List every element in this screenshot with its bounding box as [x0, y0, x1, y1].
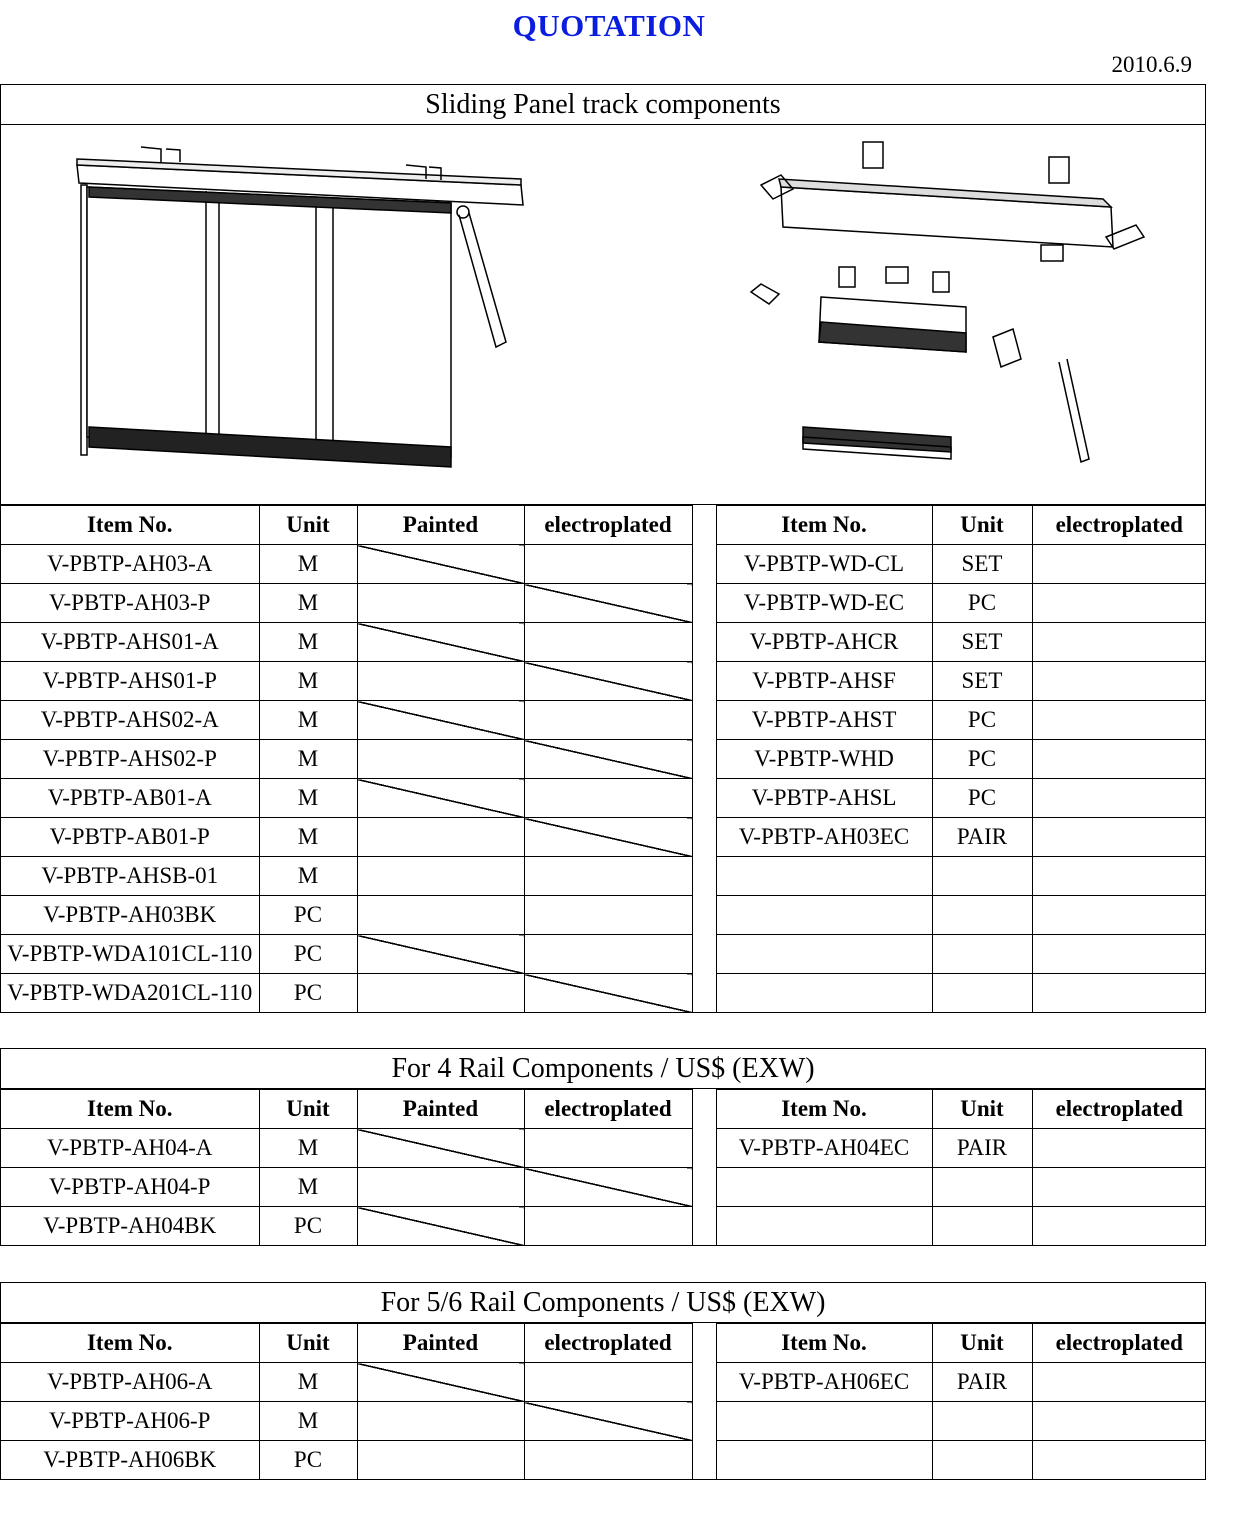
right-item-no-cell: V-PBTP-AHST: [716, 701, 932, 740]
painted-cell: [357, 818, 524, 857]
right-electroplated-cell: [1032, 818, 1206, 857]
column-spacer: [692, 1402, 716, 1441]
item-no-cell: V-PBTP-AH03-P: [1, 584, 259, 623]
table-row: [1, 1402, 1206, 1441]
right-unit-cell: PAIR: [932, 1363, 1032, 1402]
column-spacer: [692, 1168, 716, 1207]
item-no-cell: V-PBTP-WDA101CL-110: [1, 935, 259, 974]
item-no-cell: V-PBTP-AH03-A: [1, 545, 259, 584]
section-title: Sliding Panel track components: [1, 85, 1205, 125]
right-unit-cell: [932, 1207, 1032, 1246]
unit-cell: PC: [259, 935, 357, 974]
item-no-cell: V-PBTP-AHSB-01: [1, 857, 259, 896]
item-no-cell: V-PBTP-AH06BK: [1, 1441, 259, 1480]
painted-cell: [357, 701, 524, 740]
table-row: [1, 896, 1206, 935]
unit-cell: M: [259, 662, 357, 701]
right-unit-cell: PAIR: [932, 1129, 1032, 1168]
table-header-row: [1, 506, 1206, 545]
painted-cell: [357, 740, 524, 779]
right-unit-cell: SET: [932, 623, 1032, 662]
right-item-no-cell: V-PBTP-AHSL: [716, 779, 932, 818]
item-no-cell: V-PBTP-AHS01-A: [1, 623, 259, 662]
item-no-cell: V-PBTP-AHS01-P: [1, 662, 259, 701]
painted-cell: [357, 857, 524, 896]
item-no-cell: V-PBTP-AH04-A: [1, 1129, 259, 1168]
unit-cell: M: [259, 584, 357, 623]
electroplated-cell: [524, 740, 692, 779]
unit-cell: PC: [259, 1207, 357, 1246]
unit-cell: M: [259, 740, 357, 779]
right-item-no-cell: [716, 974, 932, 1013]
column-header: Painted: [357, 1090, 524, 1129]
right-electroplated-cell: [1032, 1402, 1206, 1441]
column-spacer: [692, 584, 716, 623]
right-item-no-cell: [716, 1207, 932, 1246]
right-unit-cell: [932, 896, 1032, 935]
item-no-cell: V-PBTP-WDA201CL-110: [1, 974, 259, 1013]
right-item-no-cell: [716, 1441, 932, 1480]
right-electroplated-cell: [1032, 662, 1206, 701]
right-electroplated-cell: [1032, 1441, 1206, 1480]
price-table: [1, 505, 1206, 1012]
right-item-no-cell: V-PBTP-WD-EC: [716, 584, 932, 623]
item-no-cell: V-PBTP-AH06-A: [1, 1363, 259, 1402]
column-spacer: [692, 740, 716, 779]
column-header: Item No.: [1, 1324, 259, 1363]
electroplated-cell: [524, 857, 692, 896]
item-no-cell: V-PBTP-AH04BK: [1, 1207, 259, 1246]
right-electroplated-cell: [1032, 1363, 1206, 1402]
electroplated-cell: [524, 1129, 692, 1168]
right-item-no-cell: V-PBTP-AH03EC: [716, 818, 932, 857]
electroplated-cell: [524, 896, 692, 935]
column-header: Item No.: [716, 1090, 932, 1129]
right-electroplated-cell: [1032, 1207, 1206, 1246]
section-title: For 5/6 Rail Components / US$ (EXW): [1, 1283, 1205, 1323]
unit-cell: PC: [259, 896, 357, 935]
right-item-no-cell: [716, 1168, 932, 1207]
table-row: [1, 1129, 1206, 1168]
column-header: electroplated: [524, 1324, 692, 1363]
electroplated-cell: [524, 974, 692, 1013]
unit-cell: M: [259, 779, 357, 818]
right-item-no-cell: V-PBTP-AH06EC: [716, 1363, 932, 1402]
right-item-no-cell: V-PBTP-WD-CL: [716, 545, 932, 584]
item-no-cell: V-PBTP-AH06-P: [1, 1402, 259, 1441]
column-header: Item No.: [716, 1324, 932, 1363]
table-header-row: [1, 1324, 1206, 1363]
unit-cell: PC: [259, 1441, 357, 1480]
section-4-rail: [0, 1048, 1206, 1246]
column-spacer: [692, 779, 716, 818]
right-electroplated-cell: [1032, 740, 1206, 779]
table-row: [1, 584, 1206, 623]
column-header: Unit: [259, 1090, 357, 1129]
painted-cell: [357, 545, 524, 584]
right-unit-cell: [932, 974, 1032, 1013]
right-unit-cell: [932, 1168, 1032, 1207]
right-item-no-cell: [716, 935, 932, 974]
column-spacer: [692, 935, 716, 974]
column-spacer: [692, 1441, 716, 1480]
table-row: [1, 623, 1206, 662]
unit-cell: M: [259, 818, 357, 857]
column-spacer: [692, 857, 716, 896]
electroplated-cell: [524, 623, 692, 662]
document-date: 2010.6.9: [1111, 52, 1192, 77]
painted-cell: [357, 1207, 524, 1246]
table-row: [1, 545, 1206, 584]
right-electroplated-cell: [1032, 896, 1206, 935]
right-electroplated-cell: [1032, 1168, 1206, 1207]
column-spacer: [692, 974, 716, 1013]
painted-cell: [357, 779, 524, 818]
column-header: Unit: [932, 1324, 1032, 1363]
electroplated-cell: [524, 935, 692, 974]
right-unit-cell: PC: [932, 779, 1032, 818]
item-no-cell: V-PBTP-AHS02-P: [1, 740, 259, 779]
table-row: [1, 1441, 1206, 1480]
table-row: [1, 857, 1206, 896]
unit-cell: M: [259, 1168, 357, 1207]
item-no-cell: V-PBTP-AB01-A: [1, 779, 259, 818]
right-item-no-cell: V-PBTP-AH04EC: [716, 1129, 932, 1168]
item-no-cell: V-PBTP-AH03BK: [1, 896, 259, 935]
painted-cell: [357, 1129, 524, 1168]
painted-cell: [357, 1363, 524, 1402]
right-unit-cell: PC: [932, 584, 1032, 623]
painted-cell: [357, 1402, 524, 1441]
table-row: [1, 1168, 1206, 1207]
table-header-row: [1, 1090, 1206, 1129]
electroplated-cell: [524, 662, 692, 701]
column-header: Item No.: [716, 506, 932, 545]
painted-cell: [357, 974, 524, 1013]
right-electroplated-cell: [1032, 935, 1206, 974]
assembled-panel-drawing: [71, 137, 541, 482]
electroplated-cell: [524, 779, 692, 818]
electroplated-cell: [524, 584, 692, 623]
unit-cell: M: [259, 623, 357, 662]
price-table: [1, 1089, 1206, 1245]
right-electroplated-cell: [1032, 857, 1206, 896]
document-title: QUOTATION: [512, 8, 706, 43]
column-header: electroplated: [1032, 1090, 1206, 1129]
column-spacer: [692, 662, 716, 701]
column-header: Unit: [259, 506, 357, 545]
column-header: Unit: [259, 1324, 357, 1363]
unit-cell: M: [259, 701, 357, 740]
column-spacer: [692, 545, 716, 584]
right-electroplated-cell: [1032, 623, 1206, 662]
column-spacer: [692, 818, 716, 857]
item-no-cell: V-PBTP-AHS02-A: [1, 701, 259, 740]
electroplated-cell: [524, 1207, 692, 1246]
column-spacer: [692, 701, 716, 740]
table-row: [1, 1207, 1206, 1246]
column-header: Unit: [932, 506, 1032, 545]
painted-cell: [357, 662, 524, 701]
column-spacer: [692, 1207, 716, 1246]
column-spacer: [692, 1129, 716, 1168]
unit-cell: M: [259, 1402, 357, 1441]
column-spacer: [692, 896, 716, 935]
column-header: Painted: [357, 1324, 524, 1363]
unit-cell: M: [259, 1129, 357, 1168]
right-electroplated-cell: [1032, 701, 1206, 740]
right-unit-cell: SET: [932, 662, 1032, 701]
electroplated-cell: [524, 1402, 692, 1441]
table-row: [1, 935, 1206, 974]
right-unit-cell: SET: [932, 545, 1032, 584]
column-header: electroplated: [524, 1090, 692, 1129]
electroplated-cell: [524, 701, 692, 740]
painted-cell: [357, 896, 524, 935]
table-row: [1, 662, 1206, 701]
unit-cell: PC: [259, 974, 357, 1013]
right-electroplated-cell: [1032, 584, 1206, 623]
column-spacer: [692, 623, 716, 662]
item-no-cell: V-PBTP-AH04-P: [1, 1168, 259, 1207]
table-row: [1, 974, 1206, 1013]
painted-cell: [357, 623, 524, 662]
electroplated-cell: [524, 818, 692, 857]
right-unit-cell: [932, 1402, 1032, 1441]
table-row: [1, 818, 1206, 857]
table-row: [1, 701, 1206, 740]
exploded-parts-drawing: [731, 137, 1151, 487]
painted-cell: [357, 1441, 524, 1480]
table-row: [1, 740, 1206, 779]
section-title: For 4 Rail Components / US$ (EXW): [1, 1049, 1205, 1089]
column-spacer: [692, 1324, 716, 1363]
electroplated-cell: [524, 1168, 692, 1207]
right-unit-cell: PC: [932, 701, 1032, 740]
table-row: [1, 1363, 1206, 1402]
right-unit-cell: [932, 935, 1032, 974]
right-electroplated-cell: [1032, 1129, 1206, 1168]
item-no-cell: V-PBTP-AB01-P: [1, 818, 259, 857]
column-header: Painted: [357, 506, 524, 545]
painted-cell: [357, 584, 524, 623]
section-sliding-panel: [0, 84, 1206, 1013]
column-header: Item No.: [1, 1090, 259, 1129]
right-item-no-cell: V-PBTP-WHD: [716, 740, 932, 779]
section-5-6-rail: [0, 1282, 1206, 1480]
right-electroplated-cell: [1032, 779, 1206, 818]
column-header: electroplated: [1032, 1324, 1206, 1363]
right-electroplated-cell: [1032, 974, 1206, 1013]
electroplated-cell: [524, 1363, 692, 1402]
unit-cell: M: [259, 545, 357, 584]
column-header: Item No.: [1, 506, 259, 545]
right-item-no-cell: V-PBTP-AHCR: [716, 623, 932, 662]
column-header: electroplated: [1032, 506, 1206, 545]
unit-cell: M: [259, 1363, 357, 1402]
right-unit-cell: PAIR: [932, 818, 1032, 857]
right-item-no-cell: [716, 1402, 932, 1441]
painted-cell: [357, 1168, 524, 1207]
unit-cell: M: [259, 857, 357, 896]
right-unit-cell: [932, 1441, 1032, 1480]
right-item-no-cell: [716, 857, 932, 896]
electroplated-cell: [524, 545, 692, 584]
column-header: electroplated: [524, 506, 692, 545]
column-spacer: [692, 1090, 716, 1129]
right-item-no-cell: [716, 896, 932, 935]
price-table: [1, 1323, 1206, 1479]
right-unit-cell: [932, 857, 1032, 896]
right-electroplated-cell: [1032, 545, 1206, 584]
column-spacer: [692, 1363, 716, 1402]
table-row: [1, 779, 1206, 818]
right-item-no-cell: V-PBTP-AHSF: [716, 662, 932, 701]
electroplated-cell: [524, 1441, 692, 1480]
column-spacer: [692, 506, 716, 545]
right-unit-cell: PC: [932, 740, 1032, 779]
product-illustration: [1, 125, 1205, 505]
column-header: Unit: [932, 1090, 1032, 1129]
painted-cell: [357, 935, 524, 974]
